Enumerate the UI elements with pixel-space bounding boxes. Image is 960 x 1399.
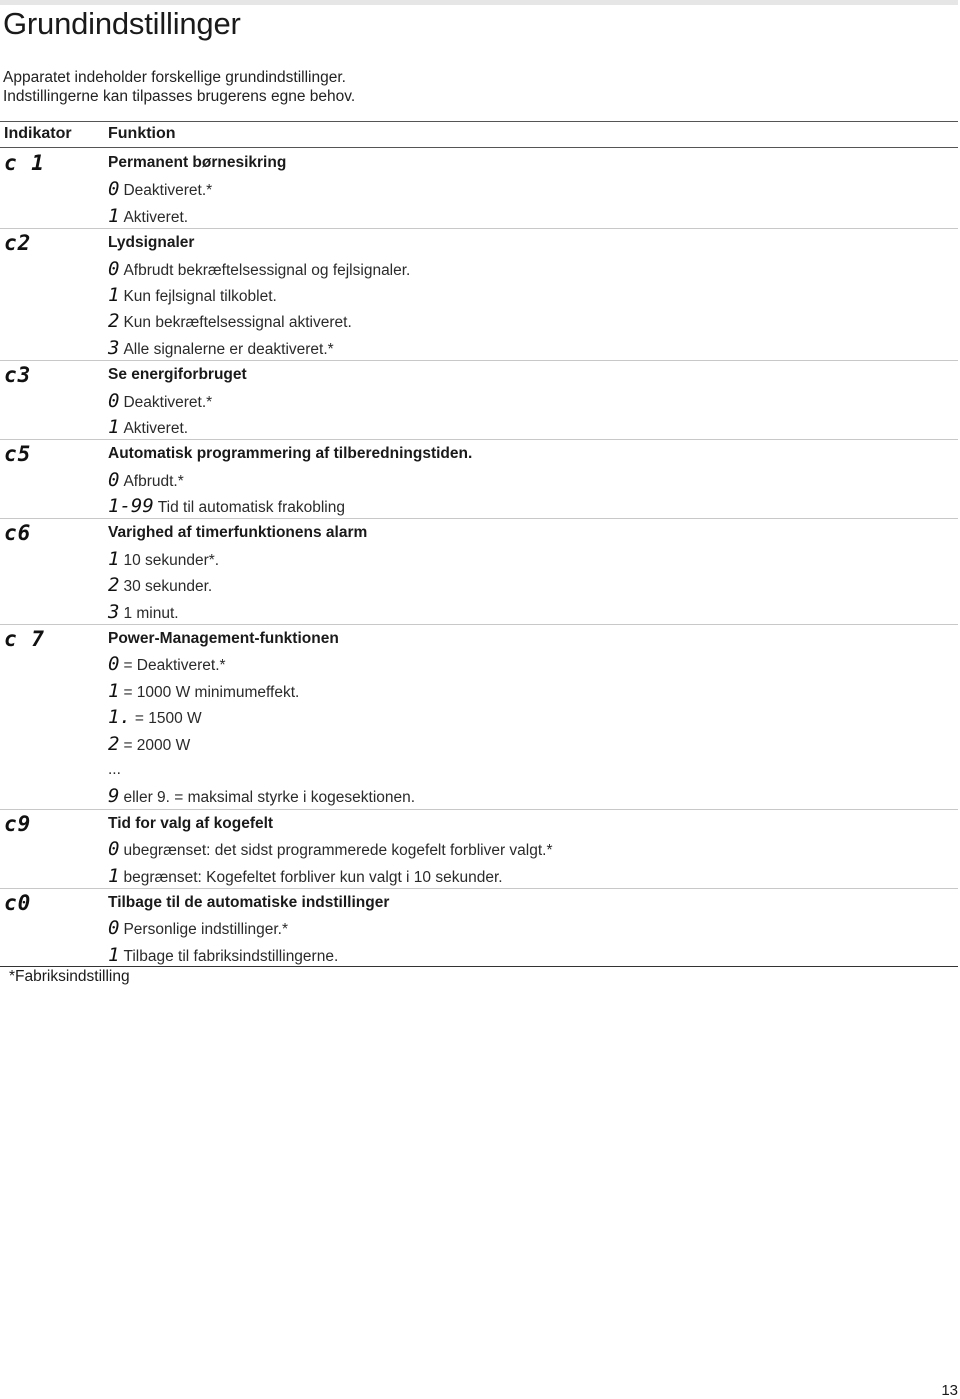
indicator-code: c9 <box>4 811 32 836</box>
table-row-setting <box>0 624 958 650</box>
table-row-setting <box>0 149 958 175</box>
page-title: Grundindstillinger <box>3 6 241 41</box>
option-text: 30 sekunder. <box>123 578 213 596</box>
option-line <box>108 179 212 201</box>
function-title: Permanent børnesikring <box>108 154 287 171</box>
table-row-option <box>0 492 958 518</box>
option-code: 1 <box>108 547 120 570</box>
table-row-option <box>0 730 958 756</box>
option-line <box>108 707 202 729</box>
option-text: Personlige indstillinger.* <box>123 921 289 939</box>
function-title: Tid for valg af kogefelt <box>108 814 274 832</box>
intro-line-1: Apparatet indeholder forskellige grundindstillinger. <box>3 69 346 86</box>
option-text: Aktiveret. <box>123 419 189 437</box>
option-text: Aktiveret. <box>123 208 189 226</box>
function-title: Automatisk programmering af tilberedningstiden. <box>108 445 473 463</box>
option-line <box>108 285 277 307</box>
option-line <box>108 417 188 439</box>
indicator-code: c0 <box>4 890 32 915</box>
option-line <box>108 654 226 676</box>
table-row-setting <box>0 360 958 386</box>
option-text: Tilbage til fabriksindstillingerne. <box>123 947 339 965</box>
indicator-code: c3 <box>4 363 32 388</box>
option-text: ... <box>108 760 121 778</box>
table-row-option <box>0 545 958 571</box>
option-code: 3 <box>108 336 120 359</box>
option-code: 2 <box>108 310 120 333</box>
top-bar <box>0 0 958 5</box>
header-function: Funktion <box>108 125 176 142</box>
option-code: 9 <box>108 785 120 808</box>
option-text: 10 sekunder*. <box>123 551 220 569</box>
option-text: Alle signalerne er deaktiveret.* <box>123 340 334 358</box>
option-text: begrænset: Kogefeltet forbliver kun valgt i 10 sekunder. <box>123 868 503 886</box>
option-line <box>108 918 288 940</box>
option-code: 1-99 <box>108 495 154 518</box>
table-row-option <box>0 334 958 360</box>
option-line <box>108 338 334 360</box>
table-row-option <box>0 281 958 307</box>
table-row-setting <box>0 439 958 465</box>
indicator-code: c5 <box>4 442 32 467</box>
option-line <box>108 575 212 597</box>
option-text: eller 9. = maksimal styrke i kogesektionen. <box>123 789 416 807</box>
option-line <box>108 681 299 703</box>
option-line <box>108 760 121 780</box>
option-line <box>108 206 188 228</box>
function-title: Power-Management-funktionen <box>108 630 339 648</box>
table-row-option <box>0 307 958 333</box>
table-row-option <box>0 175 958 201</box>
option-line <box>108 734 190 756</box>
option-code: 0 <box>108 838 120 861</box>
option-code: 3 <box>108 600 120 623</box>
option-text: = 1500 W <box>134 710 202 728</box>
indicator-code: c 1 <box>4 151 45 175</box>
option-code: 0 <box>108 178 120 201</box>
indicator-code: c6 <box>4 521 32 546</box>
table-row-option <box>0 782 958 808</box>
table-row-setting <box>0 228 958 254</box>
option-line <box>108 839 553 861</box>
option-text: Deaktiveret.* <box>123 182 213 200</box>
table-row-option <box>0 914 958 940</box>
option-code: 0 <box>108 468 120 491</box>
option-code: 0 <box>108 389 120 412</box>
table-row-option <box>0 466 958 492</box>
option-code: 1 <box>108 204 120 227</box>
option-text: ubegrænset: det sidst programmerede kogefelt forbliver valgt.* <box>123 842 553 860</box>
table-row-option <box>0 387 958 413</box>
option-code: 0 <box>108 653 120 676</box>
table-row-option <box>0 862 958 888</box>
table-top-rule <box>0 121 958 122</box>
indicator-code: c 7 <box>4 627 45 652</box>
option-code: 1 <box>108 864 120 887</box>
option-text: Kun fejlsignal tilkoblet. <box>123 287 277 305</box>
table-row-setting <box>0 518 958 544</box>
function-title: Tilbage til de automatiske indstillinger <box>108 893 390 911</box>
intro-text <box>3 68 355 106</box>
option-code: 1. <box>108 706 131 729</box>
option-text: Afbrudt bekræftelsessignal og fejlsignaler. <box>123 261 411 279</box>
option-text: = 1000 W minimumeffekt. <box>123 683 300 701</box>
page-number: 13 <box>941 1382 958 1399</box>
option-line <box>108 602 179 624</box>
option-text: Afbrudt.* <box>123 472 184 490</box>
option-line <box>108 259 410 281</box>
option-code: 1 <box>108 283 120 306</box>
option-line <box>108 866 503 888</box>
table-row-option <box>0 835 958 861</box>
option-code: 2 <box>108 732 120 755</box>
table-row-setting <box>0 809 958 835</box>
function-title: Lydsignaler <box>108 234 195 252</box>
table-row-option <box>0 413 958 439</box>
table-bottom-rule <box>0 966 958 967</box>
table-row-option <box>0 571 958 597</box>
table-row-option <box>0 650 958 676</box>
table-row-option <box>0 756 958 782</box>
settings-table <box>0 149 958 967</box>
option-code: 1 <box>108 679 120 702</box>
table-row-option <box>0 598 958 624</box>
header-indicator: Indikator <box>4 125 72 142</box>
option-line <box>108 786 415 808</box>
table-row-option <box>0 677 958 703</box>
option-line <box>108 470 184 492</box>
option-line <box>108 496 345 518</box>
option-text: = Deaktiveret.* <box>123 657 226 675</box>
option-code: 0 <box>108 917 120 940</box>
intro-line-2: Indstillingerne kan tilpasses brugerens egne behov. <box>3 88 356 105</box>
table-row-setting <box>0 888 958 914</box>
table-row-option <box>0 941 958 967</box>
footnote: *Fabriksindstilling <box>9 968 130 985</box>
function-title: Varighed af timerfunktionens alarm <box>108 524 368 542</box>
table-header-rule <box>0 147 958 148</box>
option-code: 1 <box>108 943 120 966</box>
option-line <box>108 391 212 413</box>
option-text: Kun bekræftelsessignal aktiveret. <box>123 314 352 332</box>
function-title: Se energiforbruget <box>108 366 247 384</box>
option-line <box>108 311 352 333</box>
table-row-option <box>0 703 958 729</box>
option-text: 1 minut. <box>123 604 179 622</box>
option-text: = 2000 W <box>123 736 191 754</box>
option-text: Deaktiveret.* <box>123 393 213 411</box>
option-line <box>108 549 219 571</box>
option-line <box>108 945 338 967</box>
option-code: 2 <box>108 574 120 597</box>
option-code: 1 <box>108 415 120 438</box>
table-row-option <box>0 255 958 281</box>
table-row-option <box>0 202 958 228</box>
indicator-code: c2 <box>4 231 32 256</box>
option-code: 0 <box>108 257 120 280</box>
option-text: Tid til automatisk frakobling <box>157 499 345 517</box>
